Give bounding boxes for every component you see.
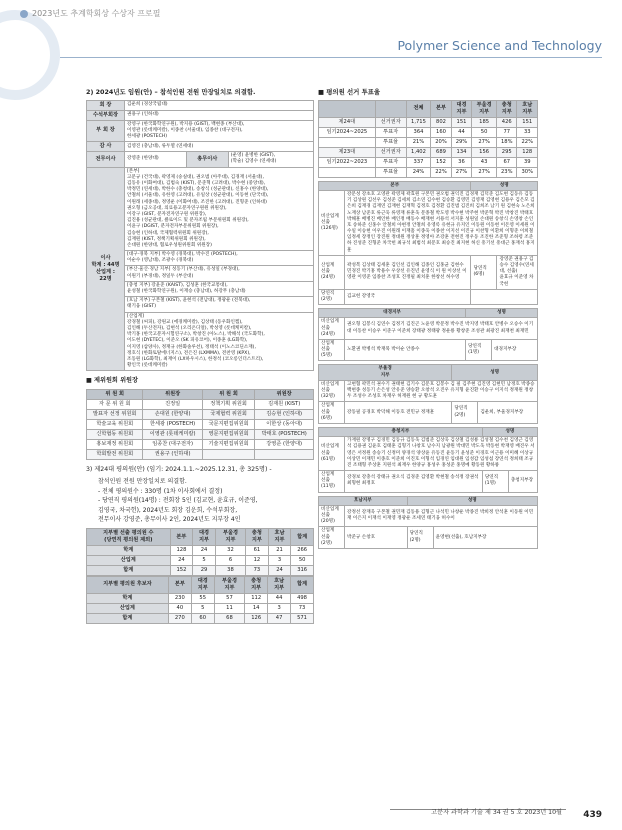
directors-role: 이사 학계 : 44명 산업계 : 22명 (87, 167, 125, 371)
table-cell: 57 (214, 593, 245, 603)
table-cell: 30% (517, 167, 538, 177)
table-cell: 24 (268, 566, 291, 576)
table-row (87, 546, 314, 556)
table-row (87, 110, 314, 120)
table-cell: 투표자 (375, 127, 406, 137)
row-label: 당연직 (2명) (452, 402, 478, 424)
councilors-line: - 전체 평의원수 : 330명 (1차 이사회에서 결정) (98, 487, 223, 495)
table-cell: 23% (497, 167, 517, 177)
officer-names: 강영구 (한국화학연구원), 박지용 (GIST), 백현종 (부산대), 이영관 (롯데케미칼), 이종찬 (서울대), 임종찬 (대구전자), 한세광 (POSTECH) (125, 120, 314, 142)
row-label: 당연직 (6명) (471, 255, 497, 289)
table-cell: 29 (193, 566, 216, 576)
column-header: 부울경 지부 (472, 100, 497, 117)
table-cell: 27% (472, 167, 497, 177)
row-label: 산업계 선출 (2명) (319, 527, 345, 549)
column-header: 충청 지부 (497, 100, 517, 117)
table-row (319, 402, 538, 424)
table-cell: 151 (451, 117, 471, 127)
table-cell: 337 (406, 157, 431, 167)
table-cell: 689 (431, 147, 451, 157)
table-cell: 정책기획 위원회 (202, 399, 255, 409)
staff-role: 총무이사 (186, 152, 228, 167)
table-cell: 발표자 선정 위원회 (87, 409, 143, 419)
table-cell: 5 (193, 556, 216, 566)
section-column-header: 성명 (407, 496, 537, 505)
table-cell: 61 (246, 546, 269, 556)
row-label: 당연직 (2명) (407, 527, 433, 549)
table-cell: 학회발전 위원회 (87, 449, 143, 459)
table-row (319, 190, 538, 255)
column-header: 위원장 (143, 389, 202, 399)
column-header: 지부별 평의원 후보자 (87, 576, 169, 593)
header-rule (60, 57, 602, 58)
column-header: 부울경 지부 (214, 576, 245, 593)
councilor-section-table (318, 308, 538, 361)
table-cell: 국제협력 위원회 (202, 409, 255, 419)
table-cell: 152 (170, 566, 193, 576)
table-cell: 38 (215, 566, 245, 576)
section-title: 부울경 지부 (319, 365, 452, 380)
table-cell: 67 (497, 157, 517, 167)
staff-role: 전무이사 (87, 152, 125, 167)
branch-table-1 (86, 528, 314, 576)
row-label: 비산업계 선출 (61명) (319, 437, 345, 471)
table-row (87, 100, 314, 110)
table-cell: 152 (431, 157, 451, 167)
row-label: 당연직 (2명) (319, 289, 345, 304)
table-cell: 영문지편집위원회 (202, 429, 255, 439)
table-cell: 364 (406, 127, 431, 137)
directors-names: [호남 지부] 구본철 (KIST), 윤현석 (전남대), 정광운 (전북대), 태기융 (GIST) (125, 297, 314, 312)
table-cell: 43 (472, 157, 497, 167)
table-cell: 학술교육 위원회 (87, 419, 143, 429)
header-journal-title: Polymer Science and Technology (397, 38, 602, 53)
table-cell: 11 (214, 603, 245, 613)
row-label: 산업계 선출 (6명) (319, 402, 345, 424)
row-label: 산업계 선출 (5명) (319, 339, 345, 361)
row-label: 당연직 (1명) (482, 471, 508, 493)
table-row (87, 603, 314, 613)
column-header: 본부 (431, 100, 451, 117)
table-cell: 55 (191, 593, 214, 603)
table-row (87, 142, 314, 152)
table-cell: 강영준 (한양대) (255, 439, 314, 449)
table-cell: 295 (497, 147, 517, 157)
table-cell (202, 449, 255, 459)
table-cell: 학계 (87, 546, 171, 556)
table-cell: 산업계 (87, 556, 171, 566)
table-cell: 진정일 (143, 399, 202, 409)
column-header: 충청 지부 (245, 576, 268, 593)
page-number: 439 (583, 810, 602, 820)
branch-table-2 (86, 576, 314, 624)
councilor-section-table (318, 496, 538, 549)
row-names: 김교헌 강영국 (345, 289, 471, 304)
table-cell: 128 (517, 147, 538, 157)
table-row (87, 449, 314, 459)
table-row (87, 409, 314, 419)
page-header (0, 0, 622, 58)
table-row (319, 117, 538, 127)
table-cell: 합계 (87, 566, 171, 576)
row-label: 산업계 선출 (24명) (319, 255, 345, 289)
table-cell: 홍보재정 위원회 (87, 439, 143, 449)
table-cell: 24 (193, 546, 216, 556)
directors-names: [본부] 고문규 (건국대), 곽영제 (숭실대), 권오범 (아주대), 김경재 (서울대), 김동유 (이화여대), 김범숙 (KIST), 문준혁 (고려대), 박수현 (중앙대), 박정민 (연세대), 박한수 (충청대), 송창식 (성균관대), 신홍수 (한양대), 안철희 (서울대), 유한영 (고려대), 유일상 (성균관대), 이동현 (단국대), 이원래 (세종대), 정영운 (이화여대), 조진한 (고려대), 진형준 (인하대) 권오형 (금오공대, 의료용고분자연구원원 위원장), 이강구 (GIST, 분자전자연구원 위원장), 김진용 (성균관대, 클로이드 및 분자조립 부문위원회 위원장), 이윤구 (DGIST, 분자전자부문위원회 위원장), 김승현 (인하대, 국제협력위원회 위원장), 김재원 (KIST, 정책기획위원회 위원장), 손대원 (한양대, 협로우성원위원회 위원장) (125, 167, 314, 250)
table-cell: 임기2024~2025 (319, 127, 376, 137)
column-header: 대경 지부 (193, 529, 216, 546)
table-row (319, 437, 538, 471)
table-row (87, 566, 314, 576)
councilors-text (90, 477, 314, 525)
table-row (319, 471, 538, 493)
staff-name: 강영준 (한양대) (125, 152, 187, 167)
officer-role: 감 사 (87, 142, 125, 152)
table-cell: 44 (268, 593, 291, 603)
header-dot-icon (20, 10, 28, 18)
table-cell: 39 (517, 157, 538, 167)
table-cell: 임종찬 (대구전자) (143, 439, 202, 449)
staff-name: (운영) 윤병한 (GIST), (학술) 김영수 (연세대) (228, 152, 313, 167)
table-cell: 20% (431, 137, 451, 147)
councilor-section-table (318, 364, 538, 424)
officers-table (86, 100, 314, 372)
row-label: 비산업계 선출 (126명) (319, 190, 345, 255)
decorative-arc (0, 10, 60, 100)
row-names: 강경보 강충석 강태규 권오식 김경준 김영환 박현철 송석정 장권석 최형현 최정호 (345, 471, 483, 493)
column-header: 합계 (291, 576, 314, 593)
table-header-row (319, 181, 538, 190)
officer-role: 수석부회장 (87, 110, 125, 120)
table-cell: 32 (215, 546, 245, 556)
table-header-row (319, 309, 538, 318)
councilors-line: 김영국, 차국헌), 2024년도 회장 김운희, 수석부회장, (98, 506, 238, 514)
councilors-line: 전무이사 강영준, 총무이사 2인, 2024년도 지부장 4인 (98, 516, 241, 524)
row-names: 곽성복 김상태 김세훈 김인선 김인해 김종인 김홍균 김현수 민경진 박기홍 박용수 우상선 유진년 윤영식 이 원 이상선 이영관 이영준 임종찬 조성호 진정필 최치훈 한창선 허수영 (345, 255, 471, 289)
table-row (319, 505, 538, 527)
directors-names: [산업계] 강경철 (씨피), 강원교 (에경케미칼), 김상태 (동우화인켐), 김인해 (두산전자), 김현석 (오리온디얼), 박성영 (롯데케미칼), 박기홍 (한국고분자시험연구소), 박창진 (아노스), 박해석 (국도화학), 이도현 (DYETEC), 이준오 (SK 피유코어), 이종훈 (LG화학), 이지영 (삼양사), 정재규 (한화솔루션), 정태석 (이노스코딘소재), 정호식 (한화토탈에너지스), 전은진 (LXMMA), 전찬영 (KPX), 조동원 (LG화학), 최재이 (LX하우시스), 한정석 (코오롱인더스트리), 황인국 (롯데케미칼) (125, 312, 314, 371)
table-cell: 77 (497, 127, 517, 137)
column-header (375, 100, 406, 117)
table-cell: 이영관 (롯데케미칼) (143, 429, 202, 439)
table-cell (255, 449, 314, 459)
table-cell: 6 (215, 556, 245, 566)
row-names: 김운희, 부울경지부장 (478, 402, 538, 424)
table-header-row (319, 365, 538, 380)
table-cell: 270 (168, 613, 191, 623)
table-cell: 50 (291, 556, 314, 566)
header-left-text: 2023년도 추계학회상 수상자 프로필 (32, 9, 161, 18)
column-header (319, 100, 376, 117)
table-cell (319, 167, 376, 177)
councilor-sections (318, 181, 538, 549)
table-cell: 151 (517, 117, 538, 127)
table-cell: 160 (431, 127, 451, 137)
table-cell: 18% (497, 137, 517, 147)
table-cell: 1,715 (406, 117, 431, 127)
section-title: 충청지부 (319, 427, 483, 436)
column-header: 대경 지부 (451, 100, 471, 117)
councilor-section-table (318, 181, 538, 305)
table-row (87, 419, 314, 429)
table-row (87, 613, 314, 623)
table-header-row (319, 100, 538, 117)
row-names: 대경지부장 (492, 339, 538, 361)
table-cell: 27% (472, 137, 497, 147)
table-row (87, 167, 314, 250)
officer-role: 부 회 장 (87, 120, 125, 142)
table-cell: 자 문 위 원 회 (87, 399, 143, 409)
table-cell: 27% (451, 167, 471, 177)
table-cell: 한세광 (POSTECH) (143, 419, 202, 429)
table-cell: 47 (268, 613, 291, 623)
table-cell: 68 (214, 613, 245, 623)
committee-heading: ■ 제위원회 위원장 (86, 377, 138, 385)
row-names: 윤영현(선출), 호남지부장 (433, 527, 537, 549)
table-row (319, 318, 538, 340)
column-header: 호남 지부 (268, 529, 291, 546)
officer-names: 김영진 (충남대), 류두열 (연세대) (125, 142, 314, 152)
table-row (87, 399, 314, 409)
directors-names: [대구·경북 지부] 박수영 (경북대), 박수진 (POSTECH), 이순수 (영남대), 조광수 (경북대) (125, 251, 314, 266)
row-label: 비산업계 선출 (20명) (319, 505, 345, 527)
table-cell: 학계 (87, 593, 169, 603)
table-cell: 선거권자 (375, 147, 406, 157)
table-cell: 21% (406, 137, 431, 147)
table-cell: 266 (291, 546, 314, 556)
councilors-line: - 당연직 평의원(14명) : 전회장 5인 (김교현, 윤효규, 이준영, (98, 497, 258, 505)
column-header: 전체 (406, 100, 431, 117)
table-row (319, 137, 538, 147)
section-column-header: 성명 (452, 365, 538, 380)
footer-text: 고분자 과학과 기술 제 34 권 5 호 2023년 10월 (431, 809, 562, 816)
table-cell: 802 (431, 117, 451, 127)
table-cell: 44 (451, 127, 471, 137)
table-cell: 권용구 (인하대) (143, 449, 202, 459)
section-column-header: 성명 (466, 309, 538, 318)
row-names: 가재원 강명구 김경민 김동규 김동욱 김범준 김상욱 김상철 김성룡 김성철 김수천 김영근 김영석 김용권 김윤호 김태훈 김형기 나창호 남수지 남광원 박대민 박도욱 박동현 박재영 배진우 서영은 서정원 송승기 신정미 양경석 양상윤 유동진 윤동기 윤성준 이경호 이근용 이미혜 이상규 이상민 이재민 이종호 이준희 이진호 이형석 임경연 임대원 임성갑 임성섭 장연석 정희태 조규진 조태형 주상훈 지원석 최재우 한양규 홍성우 홍성준 홍명예 황동원 황하룡 (345, 437, 538, 471)
row-names: 강문성 강초호 고영관 곽영제 곽효원 구본민 권오범 권익진 김경재 김덕준 김도현 김동유 김동기 김상원 김선우 김성준 김세희 김소연 김수현 김승환 김영민 김영재 김영현 김용우 김은모 김은희 김재경 김재연 김재현 김재혁 김정호 김정환 김진범 김진희 김희조 남기 원 김현숙 노은희 노재상 남준호 류근욱 류영재 류훈욱 문종철 박도영 박수현 박주현 박준혁 박진 박창진 박태호 박해훈 배병진 배인한 배인정 배동수 배재현 서용석 서지훈 성원일 손대원 송창식 손영창 손인호 송하준 신홍수 안철희 아현정 안철희 유영록 유현규 유지인 이동원 이동현 이돈영 이세원 이수일 이승현 이우진 이원래 이재흠 이종욱 이종찬 이지선 이진규 이찬형 이환희 이형준 이희철 임정세 장정인 장진원 정대원 정상훈 정영아 조강훈 전현진 정우동 조진한 조준형 조하령 조준하 진성준 진형준 차국헌 최규석 최범석 최문호 최승진 최지현 허신 흥기선 흥대근 홍재석 홍지훈 (345, 190, 538, 255)
row-note (471, 289, 538, 304)
officer-names: 권용구 (인하대) (125, 110, 314, 120)
directors-names: [충청 지부] 강윤준 (KAIST), 김성훈 (한국교통대), 윤성철 (한국화학연구원), 이재승 (충남대), 허강무 (충남대) (125, 281, 314, 296)
table-cell: 50 (472, 127, 497, 137)
row-names: 강정선 강재욱 구본철 권민재 김동용 김형근 나석민 나창운 박종진 박희정 안석훈 이동원 이민재 이은지 이재석 이재영 정광운 조세연 태기융 허수이 (345, 505, 538, 527)
row-names: 노환권 박병석 박재묵 박이순 안종수 (345, 339, 466, 361)
table-cell: 128 (170, 546, 193, 556)
row-names: 고현협 곽민석 권수기 권태현 김기수 김문호 김봉수 김 필 김주현 김진영 김현민 남정호 박종승 백현종 성동기 손은성 안유준 양승환 오창석 오진우 유지형 윤진환 이승구 이지석 정재원 정창두 조성수 조성호 차재우 허재원 현 규 황도훈 (345, 380, 538, 402)
table-row (87, 556, 314, 566)
row-label: 당연직 (1명) (466, 339, 492, 361)
column-header: 합계 (291, 529, 314, 546)
officer-names: 김운희 (경상국립대) (125, 100, 314, 110)
column-header: 지부별 선출 평의원 수 (당연직 평의원 제외) (87, 529, 171, 546)
committee-table (86, 389, 314, 460)
table-header-row (319, 496, 538, 505)
table-cell: 신학협동 위원회 (87, 429, 143, 439)
table-cell: 22% (517, 137, 538, 147)
table-cell: 14 (245, 603, 268, 613)
left-column (86, 88, 314, 624)
column-header: 본부 (168, 576, 191, 593)
column-header: 대경 지부 (191, 576, 214, 593)
table-cell: 3 (268, 556, 291, 566)
section-title: 대경지부 (319, 309, 466, 318)
table-row (319, 255, 538, 289)
row-names: 충청지부장 (508, 471, 537, 493)
column-header: 부울경 지부 (215, 529, 245, 546)
column-header: 위 원 회 (87, 389, 143, 399)
table-row (87, 593, 314, 603)
section-column-header: 성명 (482, 427, 537, 436)
table-cell: 134 (451, 147, 471, 157)
table-cell: 박태호 (POSTECH) (255, 429, 314, 439)
table-row (87, 120, 314, 142)
table-cell: 24% (406, 167, 431, 177)
table-header-row (319, 427, 538, 436)
section-column-header: 성명 (471, 181, 538, 190)
table-cell: 24 (170, 556, 193, 566)
table-header-row (87, 389, 314, 399)
councilor-section-table (318, 427, 538, 493)
row-names: 권오형 김봉식 김연수 김정기 김진곤 노윤영 박문정 박수진 박지영 박태호 안병수 오승수 이기대 이동찬 이승우 이준구 이준희 장태광 정태광 정운룡 황창준 조성관 최광진 최재천 최재민 (345, 318, 538, 340)
table-cell: 투표자 (375, 157, 406, 167)
table-cell: 12 (246, 556, 269, 566)
table-cell: 156 (472, 147, 497, 157)
table-cell: 29% (451, 137, 471, 147)
table-cell: 316 (291, 566, 314, 576)
table-cell: 이한상 (동아대) (255, 419, 314, 429)
table-row (87, 429, 314, 439)
row-label: 비산업계 선출 (32명) (319, 380, 345, 402)
table-cell: 22% (431, 167, 451, 177)
table-cell: 498 (291, 593, 314, 603)
table-row (319, 167, 538, 177)
table-cell: 1,402 (406, 147, 431, 157)
row-names: 박준규 손창호 (345, 527, 408, 549)
row-label: 비산업계 선출 (24명) (319, 318, 345, 340)
table-cell: 합계 (87, 613, 169, 623)
table-cell: 73 (291, 603, 314, 613)
vote-heading: ■ 평의원 선거 투표율 (318, 88, 381, 96)
row-names: 강동필 공경호 박덕해 이동호 전민규 정재훈 (345, 402, 452, 424)
column-header: 본부 (170, 529, 193, 546)
table-cell: 571 (291, 613, 314, 623)
vote-table (318, 100, 538, 178)
table-row (319, 527, 538, 549)
table-cell: 426 (497, 117, 517, 127)
column-header: 위 원 회 (202, 389, 255, 399)
table-cell: 임기2022~2023 (319, 157, 376, 167)
table-cell: 선거권자 (375, 117, 406, 127)
table-row (87, 152, 314, 167)
right-column (318, 88, 538, 549)
section-title: 본부 (319, 181, 471, 190)
table-cell: 126 (245, 613, 268, 623)
table-cell: 김승현 (인하대) (255, 409, 314, 419)
table-cell: 230 (168, 593, 191, 603)
table-cell: 손대원 (한양대) (143, 409, 202, 419)
table-cell: 21 (268, 546, 291, 556)
table-row (319, 157, 538, 167)
table-cell: 제24대 (319, 117, 376, 127)
councilors-heading: 3) 제24대 평의원(안) (임기: 2024.1.1.~2025.12.31, 총 325명) - (86, 465, 272, 473)
table-cell: 40 (168, 603, 191, 613)
table-row (87, 439, 314, 449)
table-cell: 산업계 (87, 603, 169, 613)
table-cell: 투표율 (375, 137, 406, 147)
table-cell: 김재원 (KIST) (255, 399, 314, 409)
table-cell: 36 (451, 157, 471, 167)
header-left (20, 8, 160, 19)
table-cell: 185 (472, 117, 497, 127)
table-row (319, 127, 538, 137)
officers-heading: 2) 2024년도 임원(안) – 참석인원 전원 만장일치로 의결함. (86, 88, 256, 96)
table-cell: 기술지편집위원회 (202, 439, 255, 449)
column-header: 호남 지부 (268, 576, 291, 593)
table-cell: 112 (245, 593, 268, 603)
table-cell: 3 (268, 603, 291, 613)
table-row (319, 289, 538, 304)
table-cell (319, 137, 376, 147)
table-cell: 73 (246, 566, 269, 576)
table-cell: 60 (191, 613, 214, 623)
table-cell: 33 (517, 127, 538, 137)
column-header: 위원장 (255, 389, 314, 399)
table-row (319, 339, 538, 361)
table-cell: 투표율 (375, 167, 406, 177)
table-header-row (87, 529, 314, 546)
row-names: 강영준 권용구 김승수 김영수(연세대, 선출) 윤효규 이준영 차국헌 (497, 255, 538, 289)
councilors-line: 참석인원 전원 만장일치로 의결함. (98, 478, 187, 486)
column-header: 충청 지부 (246, 529, 269, 546)
table-row (319, 380, 538, 402)
directors-names: [부산·울산·경남 지부] 성동기 (부산대), 유성일 (부경대), 이원기 (부경대), 정일두 (부산대) (125, 266, 314, 281)
table-header-row (87, 576, 314, 593)
column-header: 호남 지부 (517, 100, 538, 117)
officer-role: 회 장 (87, 100, 125, 110)
row-label: 산업계 선출 (11명) (319, 471, 345, 493)
table-row (319, 147, 538, 157)
table-cell: 5 (191, 603, 214, 613)
table-cell: 제23대 (319, 147, 376, 157)
section-title: 호남지부 (319, 496, 408, 505)
table-cell: 국문지편집위원회 (202, 419, 255, 429)
